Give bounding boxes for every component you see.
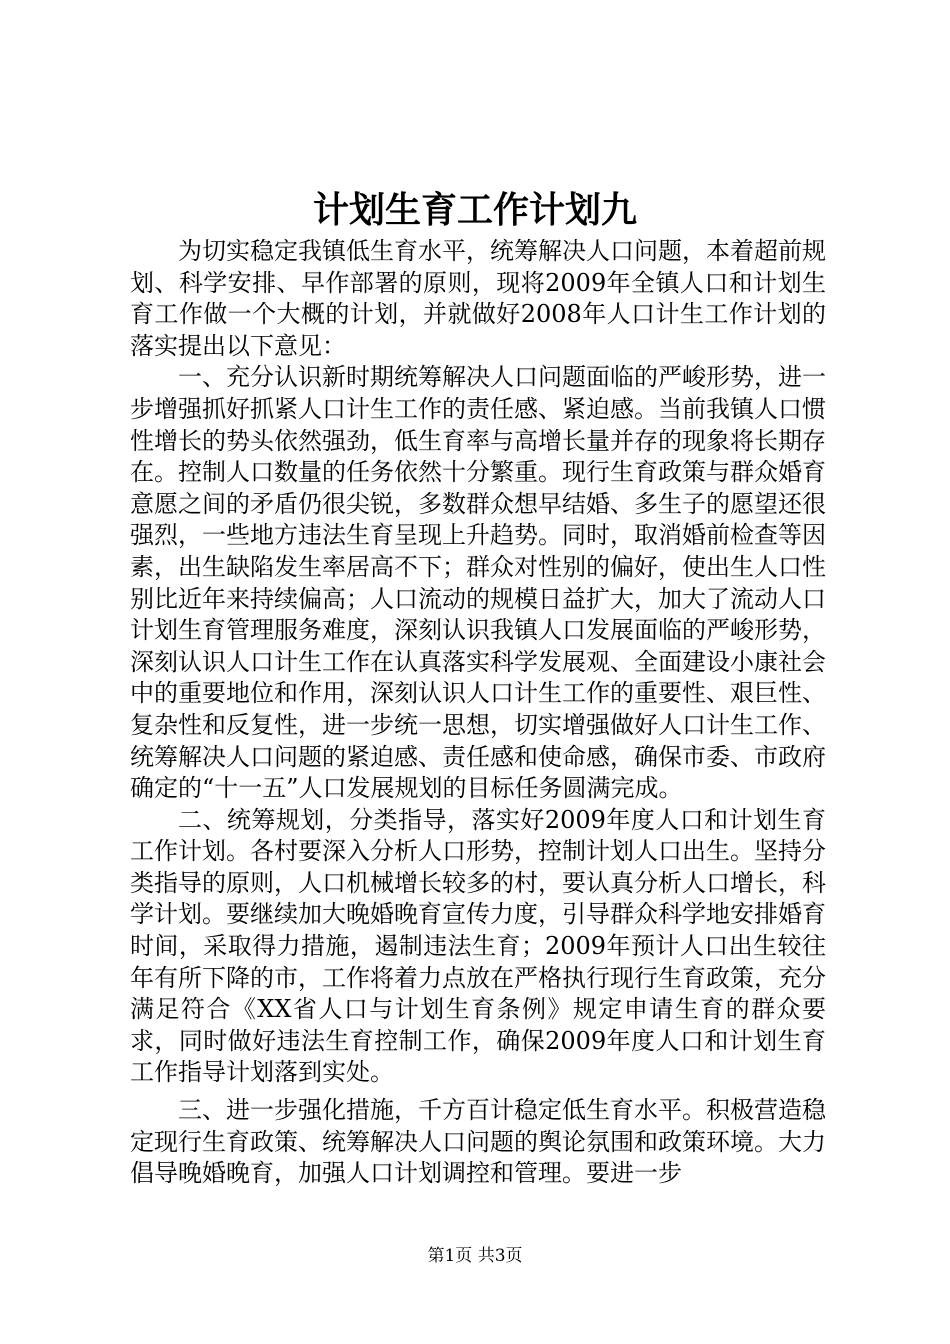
paragraph-section-2: 二、统筹规划，分类指导，落实好2009年度人口和计划生育工作计划。各村要深入分析人口形势，控制计划人口出生。坚持分类指导的原则，人口机械增长较多的村，要认真分析人口增长，科学计划。要继续加大晚婚晚育宣传力度，引导群众科学地安排婚育时间，采取得力措施，遏制违法生育；2009年预计人口出生较往年有所下降的市，工作将着力点放在严格执行现行生育政策，充分满足符合《XX省人口与计划生育条例》规定申请生育的群众要求，同时做好违法生育控制工作，确保2009年度人口和计划生育工作指导计划落到实处。 <box>130 805 826 1087</box>
document-title: 计划生育工作计划九 <box>312 189 637 231</box>
document-body <box>130 236 826 1190</box>
paragraph-intro: 为切实稳定我镇低生育水平，统筹解决人口问题，本着超前规划、科学安排、早作部署的原则，现将2009年全镇人口和计划生育工作做一个大概的计划，并就做好2008年人口计生工作计划的落实提出以下意见： <box>130 237 826 360</box>
page-number-footer: 第1页 共3页 <box>427 1246 523 1266</box>
paragraph-section-3: 三、进一步强化措施，千方百计稳定低生育水平。积极营造稳定现行生育政策、统筹解决人口问题的舆论氛围和政策环境。大力倡导晚婚晚育，加强人口计划调控和管理。要进一步 <box>130 1096 826 1188</box>
paragraph-section-1: 一、充分认识新时期统筹解决人口问题面临的严峻形势，进一步增强抓好抓紧人口计生工作的责任感、紧迫感。当前我镇人口惯性增长的势头依然强劲，低生育率与高增长量并存的现象将长期存在。控制人口数量的任务依然十分繁重。现行生育政策与群众婚育意愿之间的矛盾仍很尖锐，多数群众想早结婚、多生子的愿望还很强烈，一些地方违法生育呈现上升趋势。同时，取消婚前检查等因素，出生缺陷发生率居高不下；群众对性别的偏好，使出生人口性别比近年来持续偏高；人口流动的规模日益扩大，加大了流动人口计划生育管理服务难度，深刻认识我镇人口发展面临的严峻形势，深刻认识人口计生工作在认真落实科学发展观、全面建设小康社会中的重要地位和作用，深刻认识人口计生工作的重要性、艰巨性、复杂性和反复性，进一步统一思想，切实增强做好人口计生工作、统筹解决人口问题的紧迫感、责任感和使命感，确保市委、市政府确定的“十一五”人口发展规划的目标任务圆满完成。 <box>130 363 826 803</box>
